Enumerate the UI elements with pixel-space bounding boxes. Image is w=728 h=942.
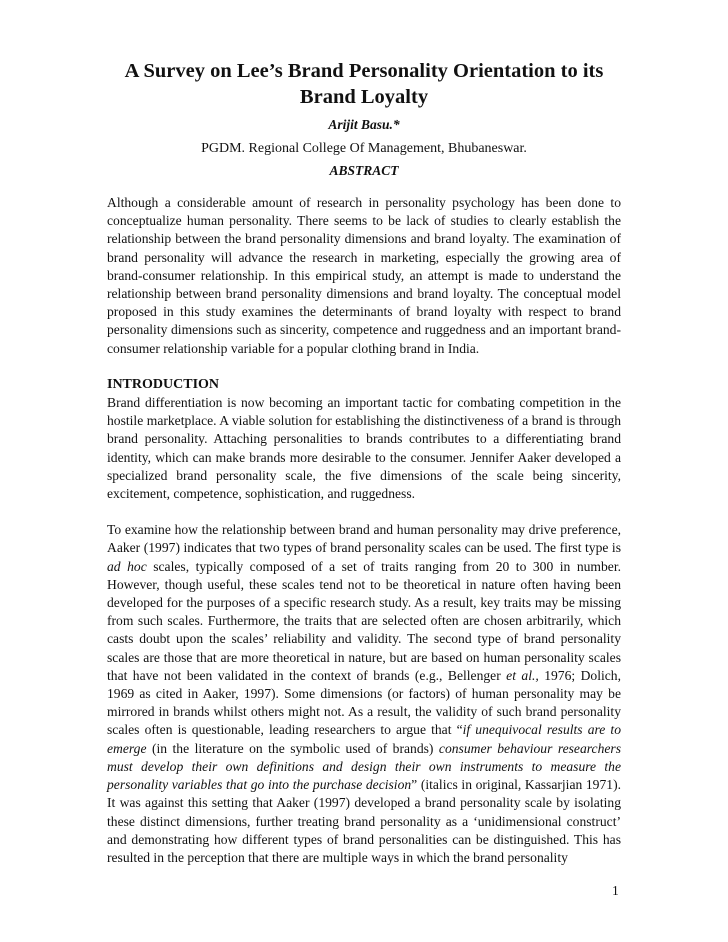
italic-run: ad hoc <box>107 558 147 574</box>
paper-page <box>107 58 621 867</box>
title-line-1: A Survey on Lee’s Brand Personality Orientation to its <box>124 60 604 82</box>
italic-run: if unequivocal results are to emerge <box>107 722 621 756</box>
affiliation: PGDM. Regional College Of Management, Bhubaneswar. <box>201 141 527 156</box>
title-line-2: Brand Loyalty <box>299 86 429 108</box>
abstract-heading: ABSTRACT <box>329 163 399 178</box>
text-run: 1976; Dolich, 1969 as cited in Aaker, 1997). Some dimensions (or factors) of human personality may be mirrored in brands whilst others might not. As a result, the validity of such brand personality scales often is questionable, leading researchers to argue that “ <box>107 667 621 738</box>
text-run: scales, typically composed of a set of traits ranging from 20 to 300 in number. However, though useful, these scales tend not to be theoretical in nature often having been developed for the purposes of a specific research study. As a result, key traits may be missing from such scales. Furthermore, the traits that are selected often are chosen arbitrarily, which casts doubt upon the scales’ reliability and validity. The second type of brand personality scales are those that are more theoretical in nature, but are based on human personality scales that have not been validated in the context of brands (e.g., Bellenger <box>107 558 622 683</box>
introduction-paragraph-2 <box>107 521 621 867</box>
introduction-heading: INTRODUCTION <box>107 376 220 392</box>
italic-run: et al., <box>506 667 539 683</box>
page-number: 1 <box>612 883 619 898</box>
text-run: (in the literature on the symbolic used of brands) <box>146 740 439 756</box>
italic-run: consumer behaviour researchers must develop their own definitions and design their own instruments to measure the personality variables that go into the purchase decision <box>107 740 621 793</box>
abstract-paragraph: Although a considerable amount of research in personality psychology has been done to conceptualize human personality. There seems to be lack of studies to clearly establish the relationship between the brand personality dimensions and brand loyalty. The examination of brand personality will advance the research in marketing, especially the growing area of brand-consumer relationship. In this empirical study, an attempt is made to understand the relationship between brand personality dimensions and brand loyalty. The conceptual model proposed in this study examines the determinants of brand loyalty with respect to brand personality dimensions such as sincerity, competence and ruggedness and an important brand-consumer relationship variable for a popular clothing brand in India. <box>107 195 621 356</box>
introduction-paragraph-1: Brand differentiation is now becoming an important tactic for combating competition in the hostile marketplace. A viable solution for establishing the distinctiveness of a brand is through brand personality. Attaching personalities to brands contributes to a differentiating brand identity, which can make brands more desirable to the consumer. Jennifer Aaker developed a specialized brand personality scale, the five dimensions of the scale being sincerity, excitement, competence, sophistication, and ruggedness. <box>107 395 621 502</box>
paper-title <box>107 58 621 110</box>
author: Arijit Basu.* <box>328 117 400 132</box>
text-run: ” (italics in original, Kassarjian 1971). It was against this setting that Aaker (1997) developed a brand personality scale by isolating these distinct dimensions, further treating brand personality as a ‘unidimensional construct’ and demonstrating how different types of brand personalities can be distinguished. This has resulted in the perception that there are multiple ways in which the brand personality <box>107 777 621 865</box>
text-run: To examine how the relationship between brand and human personality may drive preference, Aaker (1997) indicates that two types of brand personality scales can be used. The first type is <box>107 522 621 556</box>
